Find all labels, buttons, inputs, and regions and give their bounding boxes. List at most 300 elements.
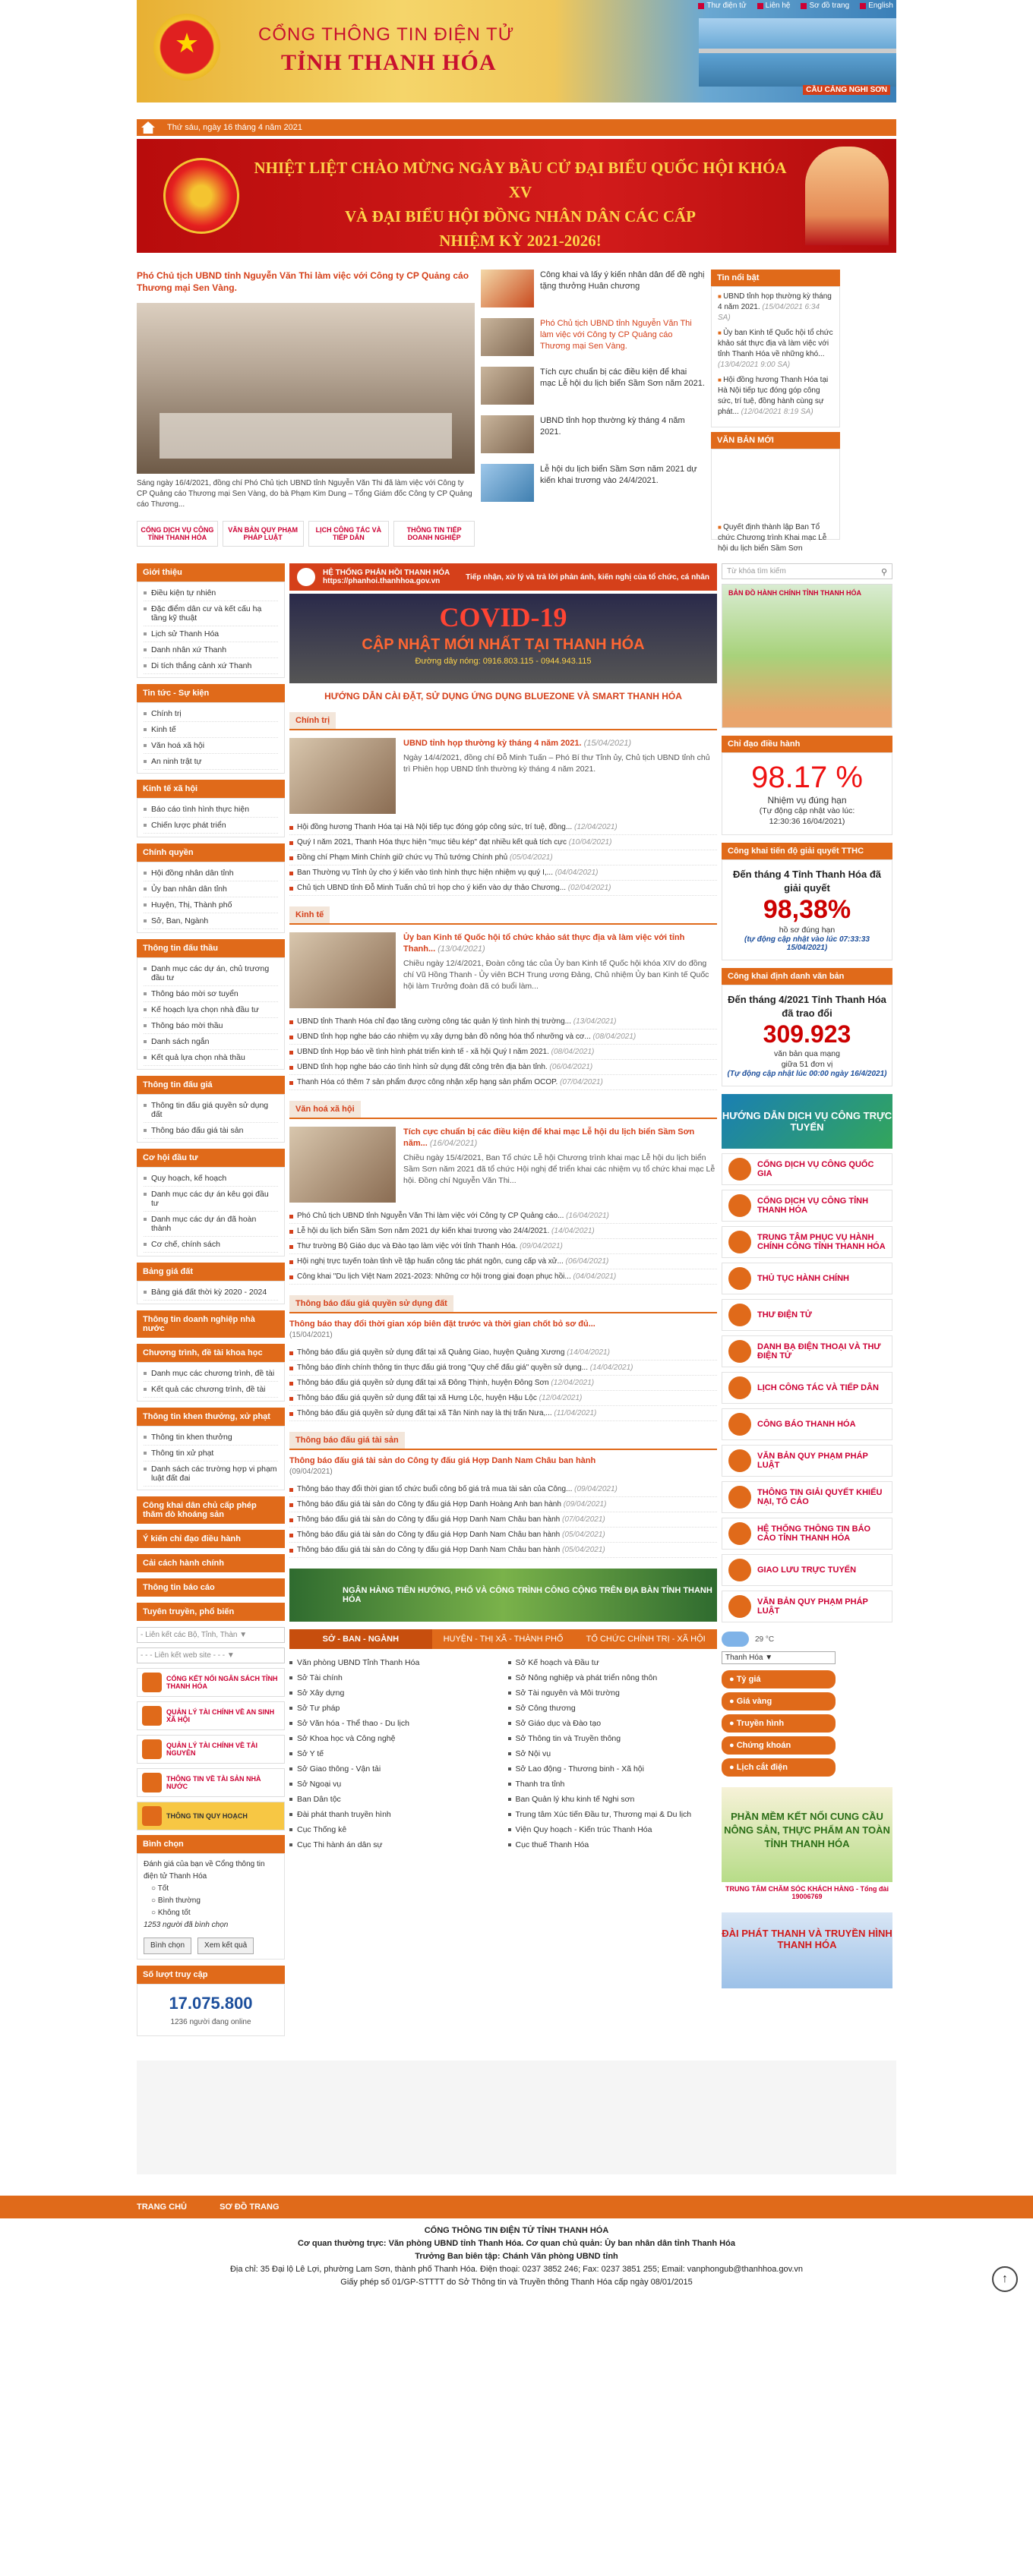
schedule-logo[interactable]: LỊCH CÔNG TÁC VÀ TIẾP DÂN [308,521,390,547]
visit-counter [137,1984,285,2036]
lead-title-text: UBND tỉnh họp thường kỳ tháng 4 năm 2021. [403,739,582,748]
search-box[interactable]: Từ khóa tìm kiếm ⚲ [722,563,892,579]
article-date: (05/04/2021) [509,853,553,862]
city-select[interactable]: Thanh Hóa ▼ [722,1651,836,1664]
service-icon [728,1413,751,1436]
list-item[interactable]: ■ Hội đồng hương Thanh Hóa tại Hà Nội tiếp tục đóng góp công sức, trí tuệ, đồng hành cùng sự phát... (12/04/2021 8:19 SA) [718,375,833,418]
nav-section-header[interactable]: Bảng giá đất [137,1263,285,1281]
article-list [289,1014,717,1090]
list-item[interactable]: ■ Quyết định thành lập Ban Tổ chức Chương trình Khai mạc Lễ hội du lịch biển Sầm Sơn [718,522,833,554]
notice-date: (05/04/2021) [562,1531,605,1539]
article-date: (02/04/2021) [567,884,611,892]
sitemap-icon [801,3,807,9]
nav-section [137,563,285,678]
nav-section-body [137,582,285,678]
election-text: NHIỆT LIỆT CHÀO MỪNG NGÀY BẦU CỬ ĐẠI BIỂU QUỐC HỘI KHÓA XV VÀ ĐẠI BIỂU HỘI ĐỒNG NHÂN DÂN CÁC CẤP NHIỆM KỲ 2021-2026! [254,159,787,250]
service-link[interactable] [722,1153,892,1185]
nav-link[interactable]: An ninh trật tự [144,754,278,770]
directory-link[interactable]: Sở Giáo dục và Đào tạo [508,1716,718,1731]
nav-section-header[interactable]: Thông tin doanh nghiệp nhà nước [137,1310,285,1338]
feedback-system-banner[interactable]: HỆ THỐNG PHẢN HỒI THANH HÓA https://phanhoi.thanhhoa.gov.vn Tiếp nhận, xử lý và trả lời phản ánh, kiến nghị của tổ chức, cá nhân [289,563,717,591]
directory-link[interactable]: Sở Nội vụ [508,1746,718,1761]
list-item[interactable] [289,1361,717,1376]
list-item[interactable] [289,1075,717,1090]
nav-link[interactable]: Báo cáo tình hình thực hiện [144,802,278,818]
produce-market-ad[interactable]: PHẦN MỀM KẾT NỐI CUNG CẦU NÔNG SẢN, THỰC PHẨM AN TOÀN TỈNH THANH HÓA [722,1787,892,1882]
list-item[interactable] [289,850,717,865]
article-title: Lễ hội du lịch biển Sầm Sơn năm 2021 dự kiến khai trương vào 24/4/2021. [297,1227,550,1235]
service-label: DANH BẠ ĐIỆN THOẠI VÀ THƯ ĐIỆN TỬ [757,1342,881,1361]
doc-id-stat: Đến tháng 4/2021 Tỉnh Thanh Hóa đã trao đổi 309.923 văn bản qua mạng giữa 51 đơn vị (Tự động cập nhật lúc 00:00 ngày 16/4/2021) [722,985,892,1086]
nav-link[interactable]: Cơ chế, chính sách [144,1237,278,1253]
nav-section-body [137,1362,285,1402]
list-item[interactable] [289,1391,717,1406]
nav-section-header[interactable]: Thông tin báo cáo [137,1578,285,1597]
service-icon [728,1376,751,1399]
nav-link[interactable]: Sở, Ban, Ngành [144,913,278,929]
notice-title: Thông báo đấu giá quyền sử dụng đất tại xã Đông Thịnh, huyện Đông Sơn [297,1379,549,1387]
promo-banner[interactable] [137,1668,285,1697]
promo-banner[interactable] [137,1735,285,1764]
list-item[interactable] [289,1543,717,1558]
nav-section-body [137,1167,285,1256]
nav-link[interactable]: Chính trị [144,706,278,722]
lead-article-image[interactable] [289,738,396,814]
list-item[interactable] [289,820,717,835]
scroll-top-icon[interactable]: ↑ [992,2266,1018,2292]
tab-departments[interactable]: SỞ - BAN - NGÀNH [289,1629,432,1649]
hot-news-header: Tin nổi bật [711,270,840,286]
nav-link[interactable]: Đặc điểm dân cư và kết cấu hạ tầng kỹ thuật [144,601,278,626]
main-content: HỆ THỐNG PHẢN HỒI THANH HÓA https://phanhoi.thanhhoa.gov.vn Tiếp nhận, xử lý và trả lời phản ánh, kiến nghị của tổ chức, cá nhân COVID-19 CẬP NHẬT MỚI NHẤT TẠI THANH HÓA Đường dây nóng: 0916.803.115 - 0944.943.115 HƯỚNG DẪN CÀI ĐẶT, SỬ DỤNG ỨNG DỤNG BLUEZONE VÀ SMART THANH HÓA Chính trị UBND tỉnh họp thường kỳ tháng 4 năm 2021. (15/04/2021) Ngày 14/4/2021, đồng chí Đỗ Minh Tuấn – Phó Bí thư Tỉnh ủy, Chủ tịch UBND tỉnh chủ trì Phiên họp UBND tỉnh thường kỳ tháng 4 năm 2021. Hội đồng hương Thanh Hóa tại Hà Nội tiếp tục đóng góp công sức, trí tuệ, đồng... (12/04/2021) Quý I năm 2021, Thanh Hóa thực hiện "mục tiêu kép" đạt nhiều kết quả tích cực (10/04/2021) Đồng chí Phạm Minh Chính giữ chức vụ Thủ tướng Chính phủ (05/04/2021) Ban Thường vụ Tỉnh ủy cho ý kiến vào tình hình thực hiện nhiệm vụ quý I,... (04/04/2021) Chủ tịch UBND tỉnh Đỗ Minh Tuấn chủ trì họp cho ý kiến vào dự thảo Chương... (02/04/2021) Kinh tế Ủy ban Kinh tế Quốc hội tổ chức khảo sát thực địa và làm việc với tỉnh Thanh... (13/04/2021) Chiều ngày 12/4/2021, Đoàn công tác của Ủy ban Kinh tế Quốc hội khóa XIV do đồng chí Vũ Hồng Thanh - Ủy viên BCH Trung ương Đảng, Chủ nhiệm Ủy ban Kinh tế Quốc hội làm Trưởng đoàn đã có buổi làm... UBND tỉnh Thanh Hóa chỉ đạo tăng cường công tác quản lý tình hình thị trường... (13/04/2021) UBND tỉnh họp nghe báo cáo nhiệm vụ xây dựng bản đồ nông hóa thổ nhưỡng và cơ... (08/04/2021) UBND tỉnh Họp báo về tình hình phát triển kinh tế - xã hội Quý I năm 2021. (08/04/2021) UBND tỉnh họp nghe báo cáo tình hình sử dụng đất công trên địa bàn tỉnh. (06/04/2021) Thanh Hóa có thêm 7 sản phẩm được công nhận xếp hạng sản phẩm OCOP. (07/04/2021) Văn hoá xã hội Tích cực chuẩn bị các điều kiện để khai mạc Lễ hội du lịch biển Sầm Sơn năm... (16/04/2021) Chiều ngày 15/4/2021, Ban Tổ chức Lễ hội Chương trình khai mạc Lễ hội du lịch biển Sầm Sơn năm 2021 đã tổ chức Hội nghị để triển khai các nhiệm vụ tổ chức khai mạc Lễ hội. Đồng chí Nguyễn Văn Thi... Phó Chủ tịch UBND tỉnh Nguyễn Văn Thi làm việc với Công ty CP Quảng cáo... (16/04/2021) Lễ hội du lịch biển Sầm Sơn năm 2021 dự kiến khai trương vào 24/4/2021. (14/04/2021) Thư trường Bộ Giáo dục và Đào tạo làm việc với tỉnh Thanh Hóa. (09/04/2021) Hội nghị trực tuyến toàn tỉnh về tập huấn công tác phát ngôn, cung cấp và xử... (06/04/2021) Công khai "Du lịch Việt Nam 2021-2023: Những cơ hội trong giai đoạn phục hồi... (04/04/2021) Thông báo đấu giá quyền sử dụng đất Thông báo thay đổi thời gian xóp biên đặt trước và thời gian chốt bỏ sơ đủ... (15/04/2021) Thông báo đấu giá quyền sử dụng đất tại xã Quảng Giao, huyện Quảng Xương (14/04/2021) Thông báo đính chính thông tin thực đấu giá trong "Quy chế đấu giá" quyền sử dụng... (14/04/2021) Thông báo đấu giá quyền sử dụng đất tại xã Đông Thịnh, huyện Đông Sơn (12/04/2021) Thông báo đấu giá quyền sử dụng đất tại xã Hưng Lộc, huyện Hậu Lộc (12/04/2021) Thông báo đấu giá quyền sử dụng đất tại xã Tân Ninh nay là thị trấn Nưa,... (11/04/2021) Thông báo đấu giá tài sản Thông báo đấu giá tài sản do Công ty đấu giá Hợp Danh Nam Châu ban hành (09/04/2021) Thông báo thay đổi thời gian tổ chức buổi công bố giá trả mua tài sản của Công... (09/04/2021) Thông báo đấu giá tài sản do Công ty đấu giá Hợp Danh Hoàng Anh ban hành (09/04/2021) Thông báo đấu giá tài sản do Công ty đấu giá Hợp Danh Nam Châu ban hành (07/04/2021) Thông báo đấu giá tài sản do Công ty đấu giá Hợp Danh Nam Châu ban hành (05/04/2021) Thông báo đấu giá tài sản do Công ty đấu giá Hợp Danh Nam Châu ban hành (05/04/2021) NGÂN HÀNG TIÊN HƯỚNG, PHỐ VÀ CÔNG TRÌNH CÔNG CỘNG TRÊN ĐỊA BÀN TỈNH THANH HÓA SỞ - BAN - NGÀNH HUYỆN - THỊ XÃ - THÀNH PHỐ TỔ CHỨC CHÍNH TRỊ - XÃ HỘI Văn phòng UBND Tỉnh Thanh Hóa Sở Kế hoạch và Đầu tư Sở Tài chính Sở Nông nghiệp và phát triển nông thôn Sở Xây dựng Sở Tài nguyên và Môi trường Sở Tư pháp Sở Công thương Sở Văn hóa - Thể thao - Du lịch Sở Giáo dục và Đào tạo Sở Khoa học và Công nghệ Sở Thông tin và Truyền thông Sở Y tế Sở Nội vụ Sở Giao thông - Vận tải Sở Lao động - Thương binh - Xã hội Sở Ngoại vụ Thanh tra tỉnh Ban Dân tộc Ban Quản lý khu kinh tế Nghi sơn Đài phát thanh truyền hình Trung tâm Xúc tiến Đầu tư, Thương mại & Du lịch Cục Thống kê Viện Quy hoạch - Kiến trúc Thanh Hóa Cục Thi hành án dân sự Cục thuế Thanh Hóa [289,563,717,2042]
directory-link[interactable]: Văn phòng UBND Tỉnh Thanh Hóa [289,1655,499,1670]
utility-button[interactable]: ● Tỷ giá [722,1670,836,1688]
nav-section-body [137,798,285,837]
article-date: (07/04/2021) [560,1078,603,1086]
covid-banner[interactable]: COVID-19 CẬP NHẬT MỚI NHẤT TẠI THANH HÓA Đường dây nóng: 0916.803.115 - 0944.943.115 [289,594,717,683]
list-item[interactable] [289,1512,717,1528]
list-item[interactable] [289,1528,717,1543]
service-guide-video[interactable]: HƯỚNG DẪN DỊCH VỤ CÔNG TRỰC TUYẾN [722,1094,892,1149]
admin-map[interactable]: BẢN ĐỒ HÀNH CHÍNH TỈNH THANH HÓA [722,584,892,728]
article-title: Đồng chí Phạm Minh Chính giữ chức vụ Thủ tướng Chính phủ [297,853,508,862]
category-header [289,906,717,925]
promo-banner[interactable] [137,1768,285,1797]
service-icon [728,1486,751,1509]
view-results-button[interactable]: Xem kết quả [197,1938,254,1954]
promo-banner[interactable] [137,1802,285,1830]
news-thumbnail [481,367,534,405]
service-label: HỆ THỐNG THÔNG TIN BÁO CÁO TỈNH THANH HÓA [757,1524,871,1543]
new-docs-header: VĂN BẢN MỚI [711,432,840,449]
notice-title: Thông báo đấu giá tài sản do Công ty đấu giá Hợp Danh Nam Châu ban hành [297,1531,561,1539]
poll-question: Đánh giá của bạn về Cổng thông tin điện tử Thanh Hóa [144,1860,265,1881]
service-icon [728,1522,751,1545]
footer-nav [0,2196,1033,2218]
tab-organizations[interactable]: TỔ CHỨC CHÍNH TRỊ - XÃ HỘI [586,1635,706,1644]
nav-section-header[interactable]: Chương trình, đề tài khoa học [137,1344,285,1362]
list-item[interactable] [289,865,717,881]
bluezone-link[interactable]: HƯỚNG DẪN CÀI ĐẶT, SỬ DỤNG ỨNG DỤNG BLUEZONE VÀ SMART THANH HÓA [324,691,682,702]
poll-body [137,1853,285,1960]
directory-link[interactable]: Cục Thống kê [289,1822,499,1837]
lead-article-title[interactable] [403,932,717,955]
poll-count: 1253 người đã bình chọn [144,1921,229,1929]
nav-link[interactable]: Danh mục các dự án kêu gọi đầu tư [144,1187,278,1212]
nav-section-header[interactable]: Ý kiến chỉ đạo điều hành [137,1530,285,1548]
nav-section [137,684,285,774]
article-date: (14/04/2021) [551,1227,595,1235]
directory-link[interactable]: Sở Công thương [508,1701,718,1716]
lead-article-text [403,932,717,1008]
list-item[interactable] [289,1224,717,1239]
directory-link[interactable]: Sở Xây dựng [289,1685,499,1701]
nav-section-header[interactable]: Công khai dân chủ cấp phép thăm dò khoáng sản [137,1496,285,1524]
nav-section-header[interactable]: Tuyên truyền, phổ biến [137,1603,285,1621]
nav-link[interactable]: Di tích thắng cảnh xứ Thanh [144,658,278,674]
flag-icon [860,3,866,9]
directory-link[interactable]: Cục Thi hành án dân sự [289,1837,499,1852]
nav-link[interactable]: Hội đồng nhân dân tỉnh [144,865,278,881]
article-title: UBND tỉnh họp nghe báo cáo tình hình sử dụng đất công trên địa bàn tỉnh. [297,1063,548,1071]
service-label: CỔNG DỊCH VỤ CÔNG TỈNH THANH HÓA [757,1197,869,1215]
service-icon [728,1267,751,1290]
list-item[interactable] [289,1029,717,1045]
nav-link[interactable]: Điều kiện tự nhiên [144,585,278,601]
list-item[interactable] [289,1497,717,1512]
nav-link[interactable]: Thông tin xử phạt [144,1446,278,1461]
nav-section [137,1149,285,1256]
notice-title: Thông báo đính chính thông tin thực đấu giá trong "Quy chế đấu giá" quyền sử dụng... [297,1364,588,1372]
nav-section-header[interactable]: Kinh tế xã hội [137,780,285,798]
empty-area [137,2060,896,2174]
nav-section [137,1603,285,1621]
weather-widget [722,1632,892,1647]
lead-article-summary: Chiều ngày 15/4/2021, Ban Tổ chức Lễ hội Chương trình khai mạc Lễ hội du lịch biển Sầm Sơn năm 2021 đã tổ chức Hội nghị để triển khai các nhiệm vụ tổ chức khai mạc Lễ hội. Đồng chí Nguyễn Văn Thi... [403,1153,716,1185]
notice-date: (07/04/2021) [562,1515,605,1524]
nav-link[interactable]: Thông tin khen thưởng [144,1430,278,1446]
visit-counter-header: Số lượt truy cập [137,1966,285,1984]
nav-link[interactable]: Danh nhân xứ Thanh [144,642,278,658]
service-icon [728,1595,751,1618]
service-link[interactable] [722,1372,892,1404]
nav-section [137,1310,285,1338]
tab-districts[interactable]: HUYỆN - THỊ XÃ - THÀNH PHỐ [443,1635,564,1644]
nav-link[interactable]: Chiến lược phát triển [144,818,278,834]
nav-section [137,1263,285,1304]
nav-link[interactable]: Danh sách các trường hợp vi phạm luật đất đai [144,1461,278,1487]
service-link[interactable] [722,1263,892,1294]
utility-button[interactable]: ● Lịch cắt điện [722,1758,836,1777]
nav-link[interactable]: Danh sách ngắn [144,1034,278,1050]
service-link[interactable] [722,1226,892,1258]
notice-title: Thông báo đấu giá quyền sử dụng đất tại xã Hưng Lộc, huyện Hậu Lộc [297,1394,537,1402]
directory-link[interactable]: Sở Tư pháp [289,1701,499,1716]
list-item[interactable] [289,1239,717,1254]
auction-land-lead[interactable]: Thông báo thay đổi thời gian xóp biên đặt trước và thời gian chốt bỏ sơ đủ... [289,1320,595,1329]
auction-asset-lead[interactable]: Thông báo đấu giá tài sản do Công ty đấu giá Hợp Danh Nam Châu ban hành [289,1456,596,1465]
article-title: Quý I năm 2021, Thanh Hóa thực hiện "mục tiêu kép" đạt nhiều kết quả tích cực [297,838,567,847]
list-item[interactable] [289,1060,717,1075]
service-link[interactable] [722,1190,892,1222]
category-tab[interactable]: Kinh tế [289,906,330,923]
list-item[interactable] [289,1045,717,1060]
banner-subtitle: TỈNH THANH HÓA [281,50,497,75]
auction-asset-list [289,1482,717,1558]
directory-link[interactable]: Đài phát thanh truyền hình [289,1807,499,1822]
lead-article-text [403,1127,717,1203]
nav-section-header[interactable]: Thông tin đấu giá [137,1076,285,1094]
featured-title[interactable]: Phó Chủ tịch UBND tỉnh Nguyễn Văn Thi làm việc với Công ty CP Quảng cáo Thương mại Sen Vàng. [137,270,469,293]
nav-section-header[interactable]: Chính quyền [137,843,285,862]
nav-link[interactable]: Thông báo đấu giá tài sản [144,1123,278,1139]
news-thumbnail [481,415,534,453]
list-item[interactable] [289,1014,717,1029]
direction-stat: 98.17 % Nhiệm vụ đúng hạn (Tự động cập nhật vào lúc: 12:30:36 16/04/2021) [722,752,892,835]
lead-article-image[interactable] [289,1127,396,1203]
news-thumbnail [481,464,534,502]
list-item[interactable] [289,881,717,896]
cloud-icon [722,1632,749,1647]
nav-link[interactable]: Danh mục các dự án đã hoàn thành [144,1212,278,1237]
nav-section [137,1076,285,1143]
promo-label: QUẢN LÝ TÀI CHÍNH VỀ TÀI NGUYÊN [166,1742,258,1757]
lead-article-image[interactable] [289,932,396,1008]
article-title: Công khai "Du lịch Việt Nam 2021-2023: Những cơ hội trong giai đoạn phục hồi... [297,1272,571,1281]
legal-docs-logo[interactable]: VĂN BẢN QUY PHẠM PHÁP LUẬT [223,521,304,547]
nav-section [137,1554,285,1572]
service-link[interactable] [722,1554,892,1586]
directory-link[interactable]: Sở Nông nghiệp và phát triển nông thôn [508,1670,718,1685]
vote-button[interactable]: Bình chọn [144,1938,191,1954]
article-title: Thanh Hóa có thêm 7 sản phẩm được công nhận xếp hạng sản phẩm OCOP. [297,1078,558,1086]
service-label: VĂN BẢN QUY PHẠM PHÁP LUẬT [757,1597,868,1616]
nav-section [137,1344,285,1402]
directory-link[interactable]: Ban Dân tộc [289,1792,499,1807]
category-tab[interactable]: Văn hoá xã hội [289,1101,361,1118]
directory-link[interactable]: Sở Khoa học và Công nghệ [289,1731,499,1746]
list-item[interactable] [289,1406,717,1421]
list-item[interactable]: Công khai và lấy ý kiến nhân dân để đề nghị tặng thưởng Huân chương [481,270,705,307]
top-links [698,2,893,10]
feedback-logo-icon [297,568,315,586]
service-link[interactable] [722,1335,892,1367]
promo-icon [142,1739,162,1759]
article-title: Phó Chủ tịch UBND tỉnh Nguyễn Văn Thi làm việc với Công ty CP Quảng cáo... [297,1212,564,1220]
directory-link[interactable]: Thanh tra tỉnh [508,1777,718,1792]
notice-date: (14/04/2021) [567,1348,610,1357]
power-company-ad[interactable]: TRUNG TÂM CHĂM SÓC KHÁCH HÀNG - Tổng đài 19006769 [725,1885,889,1900]
nav-section [137,1530,285,1548]
list-item[interactable]: Tích cực chuẩn bị các điều kiện để khai mạc Lễ hội du lịch biển Sầm Sơn năm 2021. [481,367,705,405]
poll-option-radio[interactable]: ○ Tốt [144,1883,278,1895]
notice-title: Thông báo đấu giá quyền sử dụng đất tại xã Quảng Giao, huyện Quảng Xương [297,1348,565,1357]
contact-link[interactable]: Liên hệ [757,2,791,10]
directory-link[interactable]: Ban Quản lý khu kinh tế Nghi sơn [508,1792,718,1807]
list-item[interactable] [289,1254,717,1269]
hot-news-list [711,286,840,427]
new-docs-list [711,449,840,553]
nav-link[interactable]: Ủy ban nhân dân tỉnh [144,881,278,897]
footer-home-link[interactable]: TRANG CHỦ [137,2202,187,2212]
doc-id-header: Công khai định danh văn bản [722,968,892,985]
nav-section-header[interactable]: Cải cách hành chính [137,1554,285,1572]
list-item[interactable] [289,1345,717,1361]
nav-link[interactable]: Kết quả các chương trình, đề tài [144,1382,278,1398]
category-tab[interactable]: Chính trị [289,712,336,729]
directory-link[interactable]: Sở Giao thông - Vận tải [289,1761,499,1777]
article-title: UBND tỉnh Họp báo về tình hình phát triển kinh tế - xã hội Quý I năm 2021. [297,1048,549,1056]
service-link[interactable] [722,1481,892,1513]
website-links-select[interactable]: - - - Liên kết web site - - - ▼ [137,1647,285,1663]
service-link[interactable] [722,1408,892,1440]
nav-link[interactable]: Lịch sử Thanh Hóa [144,626,278,642]
national-emblem-icon [153,14,220,80]
search-icon[interactable]: ⚲ [880,568,887,577]
directory-link[interactable]: Sở Ngoại vụ [289,1777,499,1792]
promo-banner[interactable] [137,1701,285,1730]
directory-link[interactable]: Sở Văn hóa - Thể thao - Du lịch [289,1716,499,1731]
service-link[interactable] [722,1445,892,1477]
utility-button[interactable]: ● Truyền hình [722,1714,836,1733]
notice-title: Thông báo đấu giá quyền sử dụng đất tại xã Tân Ninh nay là thị trấn Nưa,... [297,1409,552,1417]
service-link[interactable] [722,1591,892,1622]
footer-sitemap-link[interactable]: SƠ ĐỒ TRANG [220,2202,280,2212]
lead-article-title[interactable] [403,1127,717,1149]
nav-section-body [137,1094,285,1143]
nav-section-header[interactable]: Cơ hội đầu tư [137,1149,285,1167]
site-banner [137,0,896,102]
directory-link[interactable]: Sở Y tế [289,1746,499,1761]
list-item[interactable]: ■ UBND tỉnh họp thường kỳ tháng 4 năm 2021. (15/04/2021 6:34 SA) [718,292,833,323]
nav-link[interactable]: Kế hoạch lựa chọn nhà đầu tư [144,1002,278,1018]
list-item[interactable]: UBND tỉnh họp thường kỳ tháng 4 năm 2021. [481,415,705,453]
lead-article [289,932,717,1008]
article-list [289,1209,717,1285]
category-header [289,712,717,730]
utility-button[interactable]: ● Giá vàng [722,1692,836,1711]
tv-station-ad[interactable]: ĐÀI PHÁT THANH VÀ TRUYỀN HÌNH THANH HÓA [722,1912,892,1988]
list-item[interactable]: Phó Chủ tịch UBND tỉnh Nguyễn Văn Thi làm việc với Công ty CP Quảng cáo Thương mại Sen Vàng. [481,318,705,356]
nav-link[interactable]: Huyện, Thị, Thành phố [144,897,278,913]
notice-title: Thông báo đấu giá tài sản do Công ty đấu giá Hợp Danh Nam Châu ban hành [297,1515,561,1524]
nav-link[interactable]: Văn hoá xã hội [144,738,278,754]
notice-date: (11/04/2021) [554,1409,597,1417]
business-info-logo[interactable]: THÔNG TIN TIẾP DOANH NGHIỆP [393,521,475,547]
list-item[interactable] [289,1482,717,1497]
list-item[interactable]: ■ Ủy ban Kinh tế Quốc hội tổ chức khảo sát thực địa và làm việc với tỉnh Thanh Hóa về những khó... (13/04/2021 9:00 SA) [718,328,833,370]
article-title: UBND tỉnh họp nghe báo cáo nhiệm vụ xây dựng bản đồ nông hóa thổ nhưỡng và cơ... [297,1033,591,1041]
directory-link[interactable]: Trung tâm Xúc tiến Đầu tư, Thương mại & Du lịch [508,1807,718,1822]
directory-tabs [289,1629,717,1649]
list-item[interactable] [289,1376,717,1391]
lead-article-title[interactable] [403,738,717,749]
service-icon [728,1340,751,1363]
nav-link[interactable]: Thông báo mời sơ tuyển [144,986,278,1002]
nav-section-body [137,1281,285,1304]
service-label: LỊCH CÔNG TÁC VÀ TIẾP DÂN [757,1383,879,1392]
auction-land-header: Thông báo đấu giá quyền sử dụng đất [289,1295,717,1313]
service-label: THÔNG TIN GIẢI QUYẾT KHIẾU NẠI, TỐ CÁO [757,1488,883,1506]
notice-date: (12/04/2021) [551,1379,595,1387]
nav-section [137,843,285,933]
nav-section-header[interactable]: Giới thiệu [137,563,285,582]
directory-link[interactable]: Sở Lao động - Thương binh - Xã hội [508,1761,718,1777]
nav-link[interactable]: Danh mục các chương trình, đề tài [144,1366,278,1382]
nav-section-header[interactable]: Thông tin đấu thầu [137,939,285,957]
lead-date: (15/04/2021) [583,739,632,748]
article-title: UBND tỉnh Thanh Hóa chỉ đạo tăng cường công tác quản lý tình hình thị trường... [297,1017,571,1026]
trade-banner[interactable]: NGÂN HÀNG TIÊN HƯỚNG, PHỐ VÀ CÔNG TRÌNH CÔNG CỘNG TRÊN ĐỊA BÀN TỈNH THANH HÓA [289,1569,717,1622]
poll-option-radio[interactable]: ○ Bình thường [144,1895,278,1907]
public-service-logo[interactable]: CỔNG DỊCH VỤ CÔNG TỈNH THANH HÓA [137,521,218,547]
home-icon[interactable] [141,121,155,134]
directory-link[interactable]: Sở Tài nguyên và Môi trường [508,1685,718,1701]
article-title: Chủ tịch UBND tỉnh Đỗ Minh Tuấn chủ trì họp cho ý kiến vào dự thảo Chương... [297,884,567,892]
list-item[interactable] [289,1269,717,1285]
promo-label: THÔNG TIN VỀ TÀI SẢN NHÀ NƯỚC [166,1775,261,1790]
promo-icon [142,1806,162,1826]
article-title: Thư trường Bộ Giáo dục và Đào tạo làm việc với tỉnh Thanh Hóa. [297,1242,518,1250]
poll-option-radio[interactable]: ○ Không tốt [144,1907,278,1919]
nav-link[interactable]: Thông báo mời thầu [144,1018,278,1034]
directory-link[interactable]: Viện Quy hoạch - Kiến trúc Thanh Hóa [508,1822,718,1837]
email-link[interactable]: Thư điện tử [698,2,746,10]
ministry-links-select[interactable]: - Liên kết các Bộ, Tỉnh, Thàn ▼ [137,1627,285,1643]
directory-link[interactable]: Sở Tài chính [289,1670,499,1685]
service-link[interactable] [722,1299,892,1331]
nav-section-body [137,702,285,774]
date-bar [137,119,896,136]
lead-article [289,1127,717,1203]
lead-date: (16/04/2021) [429,1139,478,1148]
nav-link[interactable]: Danh mục các dự án, chủ trương đầu tư [144,961,278,986]
list-item[interactable]: Lễ hội du lịch biển Sầm Sơn năm 2021 dự kiến khai trương vào 24/4/2021. [481,464,705,502]
promo-label: CỔNG KẾT NỐI NGÂN SÁCH TỈNH THANH HÓA [166,1675,278,1690]
poll-header: Bình chọn [137,1835,285,1853]
current-date: Thứ sáu, ngày 16 tháng 4 năm 2021 [167,123,302,132]
nav-link[interactable]: Bảng giá đất thời kỳ 2020 - 2024 [144,1285,278,1301]
nav-section-body [137,957,285,1070]
service-link[interactable] [722,1518,892,1550]
lead-article-text [403,738,717,814]
nav-section-header[interactable]: Thông tin khen thưởng, xử phạt [137,1408,285,1426]
mail-icon [698,3,704,9]
election-banner[interactable] [137,139,896,253]
list-item[interactable] [289,835,717,850]
directory-link[interactable]: Sở Kế hoạch và Đầu tư [508,1655,718,1670]
featured-image[interactable] [137,303,475,474]
directory-grid [289,1655,717,1852]
category-header [289,1101,717,1119]
lead-article-summary: Chiều ngày 12/4/2021, Đoàn công tác của Ủy ban Kinh tế Quốc hội khóa XIV do đồng chí Vũ Hồng Thanh - Ủy viên BCH Trung ương Đảng, Chủ nhiệm Ủy ban Kinh tế Quốc hội làm Trưởng đoàn đã có buổi làm... [403,959,709,991]
nav-link[interactable]: Quy hoạch, kế hoạch [144,1171,278,1187]
nav-section [137,1578,285,1597]
nav-link[interactable]: Thông tin đấu giá quyền sử dụng đất [144,1098,278,1123]
nav-section-header[interactable]: Tin tức - Sự kiện [137,684,285,702]
directory-link[interactable]: Sở Thông tin và Truyền thông [508,1731,718,1746]
utility-button[interactable]: ● Chứng khoán [722,1736,836,1755]
notice-date: (05/04/2021) [562,1546,605,1554]
nav-link[interactable]: Kết quả lựa chọn nhà thầu [144,1050,278,1066]
list-item[interactable] [289,1209,717,1224]
notice-title: Thông báo đấu giá tài sản do Công ty đấu giá Hợp Danh Nam Châu ban hành [297,1546,561,1554]
english-link[interactable]: English [860,2,893,10]
notice-title: Thông báo đấu giá tài sản do Công ty đấu giá Hợp Danh Hoàng Anh ban hành [297,1500,561,1509]
sitemap-link[interactable]: Sơ đồ trang [801,2,849,10]
directory-link[interactable]: Cục thuế Thanh Hóa [508,1837,718,1852]
nav-link[interactable]: Kinh tế [144,722,278,738]
